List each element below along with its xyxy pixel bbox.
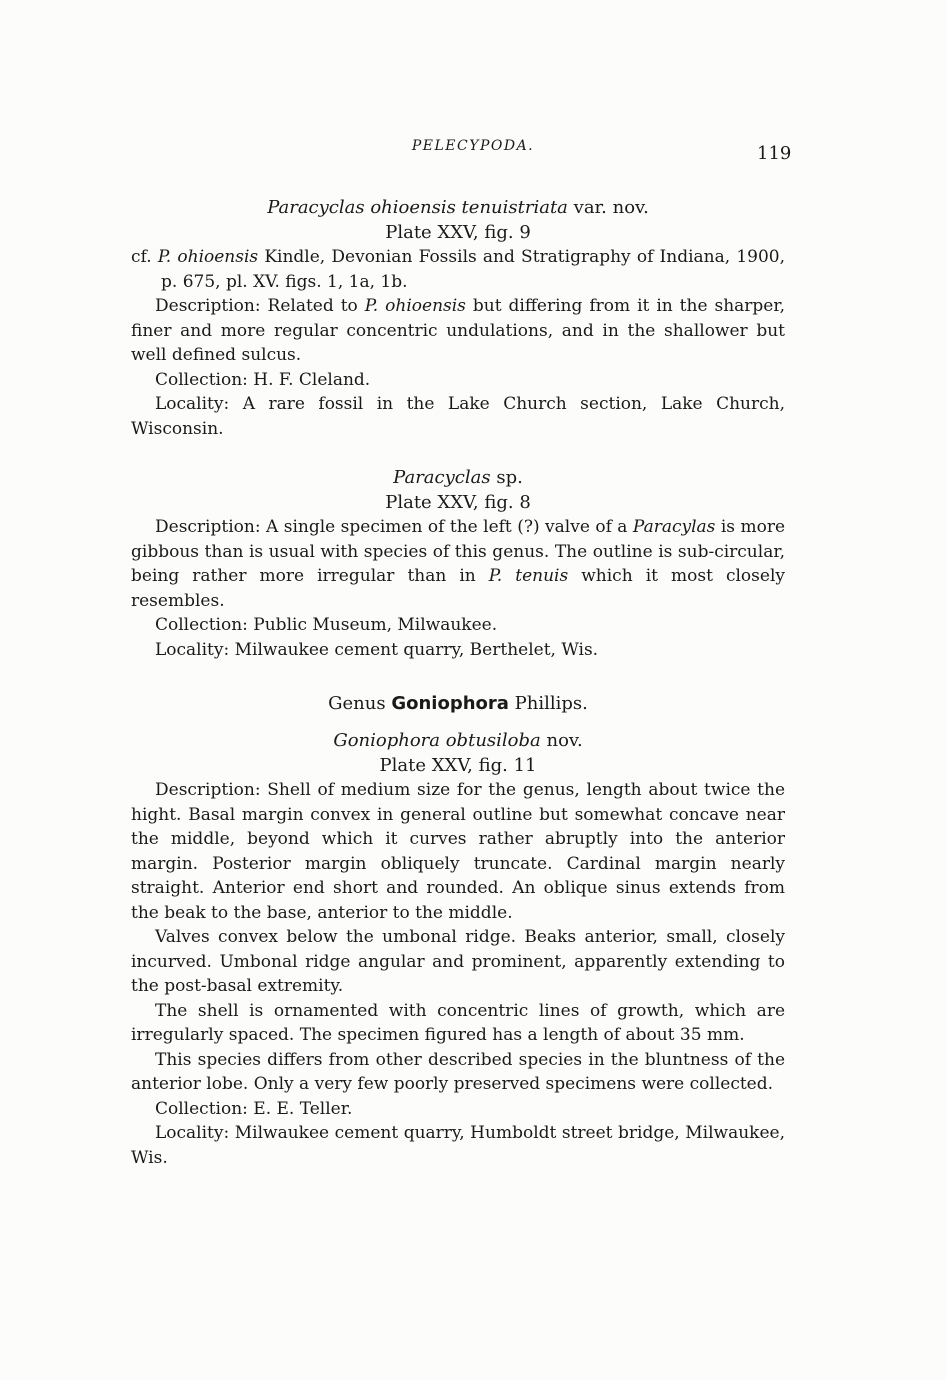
locality-label: Locality: bbox=[155, 1123, 230, 1143]
synonymy-reference bbox=[131, 245, 785, 294]
description-text: but differing from it in the sharper, finer and more regular concentric undulations, and in the shallower but well defined sulcus. bbox=[131, 296, 786, 365]
species-goniophora-obtusiloba bbox=[131, 729, 785, 1170]
genus-heading bbox=[131, 692, 785, 717]
description bbox=[131, 294, 785, 368]
page-number: 119 bbox=[757, 143, 792, 164]
genus-name: Goniophora bbox=[391, 693, 509, 714]
species-name: Paracyclas ohioensis tenuistriata bbox=[267, 197, 568, 218]
ref-species: P. ohioensis bbox=[157, 247, 259, 267]
collection-value: E. E. Teller. bbox=[253, 1098, 353, 1119]
plate-reference: Plate XXV, fig. 9 bbox=[385, 221, 531, 243]
description-paragraph: Valves convex below the umbonal ridge. Beaks anterior, small, closely incurved. Umbonal ridge angular and prominent, apparently extending to the post-basal extremity. bbox=[131, 927, 785, 996]
genus-author: Phillips. bbox=[514, 693, 588, 714]
collection-value: Public Museum, Milwaukee. bbox=[253, 615, 498, 635]
locality-label: Locality: bbox=[155, 639, 230, 660]
description-species: P. ohioensis bbox=[364, 296, 466, 316]
description-text: which it most closely resembles. bbox=[131, 566, 785, 611]
collection-value: H. F. Cleland. bbox=[253, 369, 371, 390]
description-label: Description: bbox=[155, 517, 261, 537]
description-species: P. tenuis bbox=[488, 566, 569, 586]
description-text: Related to bbox=[267, 296, 358, 316]
ref-prefix: cf. bbox=[131, 247, 152, 267]
species-name-suffix: nov. bbox=[546, 730, 583, 751]
species-heading bbox=[131, 196, 785, 221]
description-text: is more gibbous than is usual with species of this genus. The outline is sub-circular, being rather more irregular than in bbox=[131, 517, 786, 586]
species-heading bbox=[131, 729, 785, 754]
species-name: Paracyclas bbox=[393, 467, 491, 488]
description bbox=[131, 515, 785, 613]
genus-prefix: Genus bbox=[328, 693, 386, 714]
species-name-suffix: var. nov. bbox=[573, 197, 649, 218]
description-paragraph bbox=[131, 778, 785, 925]
species-heading bbox=[131, 466, 785, 491]
description-paragraph: This species differs from other described species in the bluntness of the anterior lobe. Only a very few poorly preserved specimens were collected. bbox=[131, 1049, 785, 1094]
locality bbox=[131, 638, 785, 663]
locality bbox=[131, 392, 785, 441]
plate-reference: Plate XXV, fig. 11 bbox=[379, 754, 537, 776]
description-label: Description: bbox=[155, 296, 261, 316]
collection bbox=[131, 1097, 785, 1122]
description-label: Description: bbox=[155, 780, 261, 800]
plate-reference: Plate XXV, fig. 8 bbox=[385, 491, 531, 513]
collection-label: Collection: bbox=[155, 369, 248, 390]
locality-value: A rare fossil in the Lake Church section, Lake Church, Wisconsin. bbox=[131, 394, 785, 439]
species-paracyclas-ohioensis-tenuistriata bbox=[131, 196, 785, 441]
species-paracyclas-sp bbox=[131, 466, 785, 662]
ref-text: Kindle, Devonian Fossils and Stratigraphy of Indiana, 1900, p. 675, pl. XV. figs. 1, 1a, 1b. bbox=[161, 247, 785, 292]
description-genus: Paracylas bbox=[632, 517, 716, 537]
running-head: PELECYPODA. bbox=[411, 138, 535, 154]
collection-label: Collection: bbox=[155, 615, 248, 635]
locality-value: Milwaukee cement quarry, Humboldt street bridge, Milwaukee, Wis. bbox=[131, 1123, 785, 1168]
description-text: Shell of medium size for the genus, length about twice the hight. Basal margin convex in general outline but somewhat concave near the middle, beyond which it curves rather abruptly into the anterior margin. Posterior margin obliquely truncate. Cardinal margin nearly straight. Anterior end short and rounded. An oblique sinus extends from the beak to the base, anterior to the middle. bbox=[131, 780, 786, 923]
locality bbox=[131, 1121, 785, 1170]
species-name: Goniophora obtusiloba bbox=[333, 730, 541, 751]
locality-value: Milwaukee cement quarry, Berthelet, Wis. bbox=[234, 639, 599, 660]
collection bbox=[131, 613, 785, 638]
description-paragraph: The shell is ornamented with concentric lines of growth, which are irregularly spaced. The specimen figured has a length of about 35 mm. bbox=[131, 1000, 785, 1045]
collection bbox=[131, 368, 785, 393]
species-name-suffix: sp. bbox=[496, 467, 523, 488]
locality-label: Locality: bbox=[155, 394, 230, 414]
collection-label: Collection: bbox=[155, 1098, 248, 1119]
description-text: A single specimen of the left (?) valve of a bbox=[266, 517, 628, 537]
